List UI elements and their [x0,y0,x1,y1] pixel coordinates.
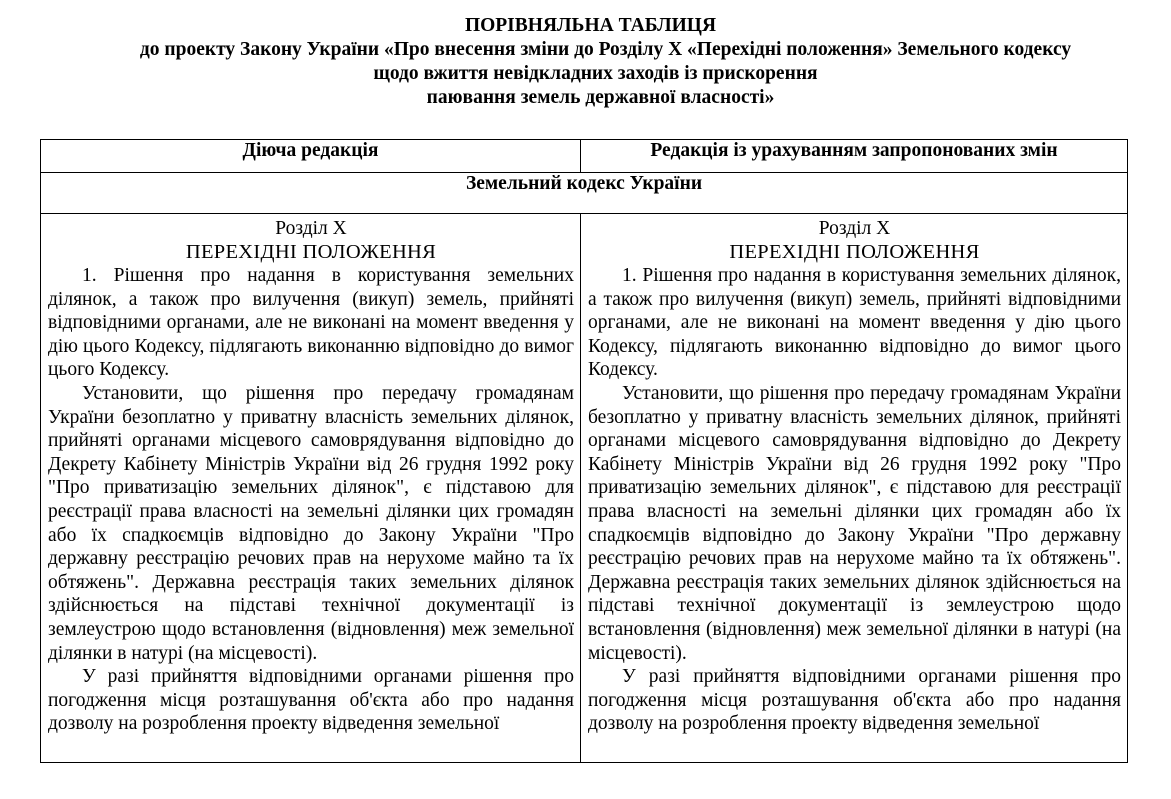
paragraph-3: У разі прийняття відповідними органами рішення про погодження місця розташування об'єкта або про надання дозволу на розроблення проекту відведення земельної [48,666,574,735]
paragraph-2: Установити, що рішення про передачу громадянам України безоплатно у приватну власність земельних ділянок, прийняті органами місцевого самоврядування відповідно до Декрету Кабінету Міністрів України від 26 грудня 1992 року "Про приватизацію земельних ділянок", є підставою для реєстрації права власності на земельні ділянки цих громадян або їх спадкоємців відповідно до Закону України "Про державну реєстрацію речових прав на нерухоме майно та їх обтяжень". Державна реєстрація таких земельних ділянок здійснюється на підставі технічної документації із землеустрою щодо встановлення (відновлення) меж земельної ділянки в натурі (на місцевості). [588,382,1121,664]
paragraph-2: Установити, що рішення про передачу громадянам України безоплатно у приватну власність земельних ділянок, прийняті органами місцевого самоврядування відповідно до Декрету Кабінету Міністрів України від 26 грудня 1992 року "Про приватизацію земельних ділянок", є підставою для реєстрації права власності на земельні ділянки цих громадян або їх спадкоємців відповідно до Закону України "Про державну реєстрацію речових прав на нерухоме майно та їх обтяжень". Державна реєстрація таких земельних ділянок здійснюється на підставі технічної документації із землеустрою щодо встановлення (відновлення) меж земельної ділянки в натурі (на місцевості). [48,382,574,664]
paragraph-1: 1. Рішення про надання в користування земельних ділянок, а також про вилучення (викуп) земель, прийняті відповідними органами, але не виконані на момент введення у дію цього Кодексу, підлягають виконанню відповідно до вимог цього Кодексу. [48,265,574,381]
document-subtitle-line-3: паювання земель державної власності» [426,87,775,108]
document-title: ПОРІВНЯЛЬНА ТАБЛИЦЯ [464,15,717,36]
document-subtitle-line-2: щодо вжиття невідкладних заходів із прискорення [373,63,818,84]
code-title-row [41,173,1128,214]
header-row [41,140,1128,173]
column-header-proposed: Редакція із урахуванням запропонованих змін [581,140,1128,173]
column-header-current: Діюча редакція [41,140,581,173]
content-row [41,214,1128,763]
code-title: Земельний кодекс України [41,173,1128,214]
document-heading [0,14,1171,110]
paragraph-3: У разі прийняття відповідними органами рішення про погодження місця розташування об'єкта або про надання дозволу на розроблення проекту відведення земельної [588,666,1121,735]
paragraph-1: 1. Рішення про надання в користування земельних ділянок, а також про вилучення (викуп) земель, прийняті відповідними органами, але не виконані на момент введення у дію цього Кодексу, підлягають виконанню відповідно до вимог цього Кодексу. [588,265,1121,381]
section-number: Розділ X [275,218,347,239]
proposed-text-cell [581,214,1128,763]
section-name: ПЕРЕХІДНІ ПОЛОЖЕННЯ [185,241,437,263]
current-text-cell [41,214,581,763]
section-name: ПЕРЕХІДНІ ПОЛОЖЕННЯ [729,241,980,263]
document-subtitle-line-1: до проекту Закону України «Про внесення зміни до Розділу Х «Перехідні положення» Земельного кодексу [139,39,1072,60]
section-number: Розділ X [818,218,891,239]
comparison-table [40,139,1128,763]
